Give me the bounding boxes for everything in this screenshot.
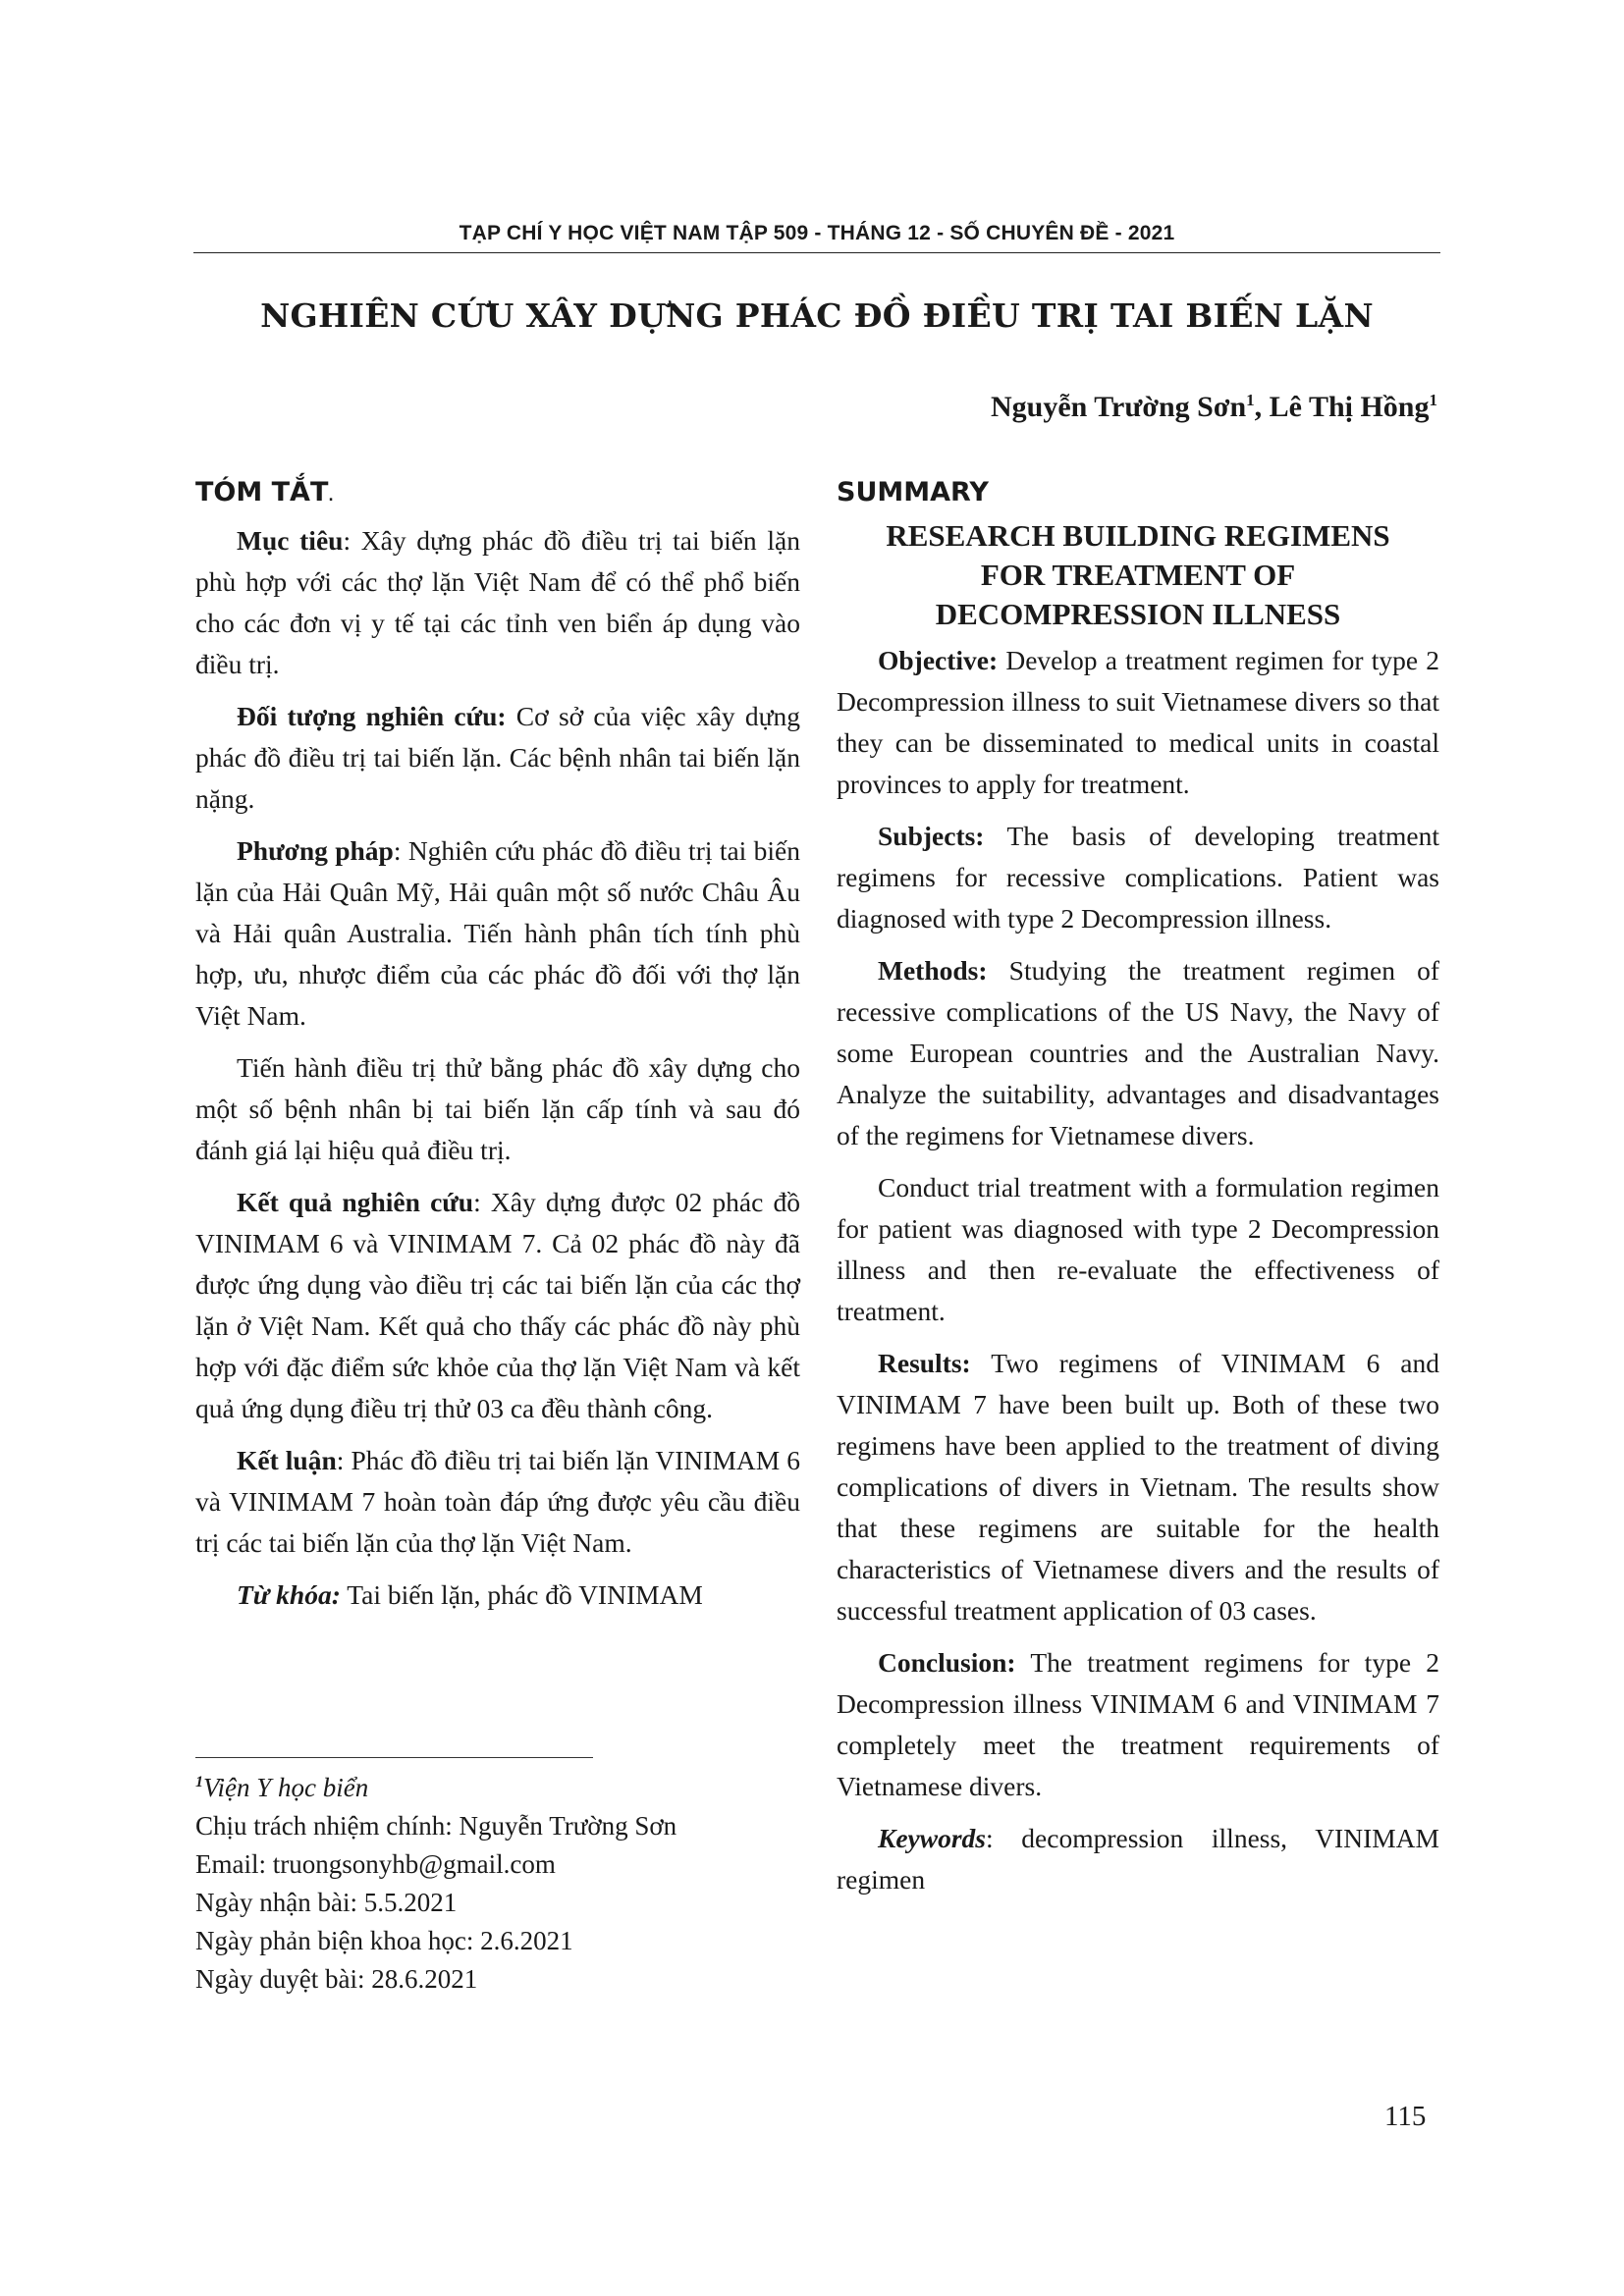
author-separator: , bbox=[1254, 391, 1270, 423]
author-affiliation-mark: 1 bbox=[1429, 391, 1437, 409]
trial-paragraph: Conduct trial treatment with a formulation regimen for patient was diagnosed with type 2 Decompression illness and then re-evaluate the effectiveness of treatment. bbox=[837, 1172, 1439, 1326]
corresponding-author: Chịu trách nhiệm chính: Nguyễn Trường Sơn bbox=[195, 1811, 677, 1841]
footnote-rule bbox=[195, 1757, 593, 1758]
author-list bbox=[991, 391, 1437, 424]
conclusion-paragraph: Conclusion: The treatment regimens for type 2 Decompression illness VINIMAM 6 and VINIMAM 7 completely meet the treatment requirements of Vietnamese divers. bbox=[837, 1647, 1439, 1801]
summary-heading: SUMMARY bbox=[837, 477, 989, 507]
article-title: NGHIÊN CỨU XÂY DỰNG PHÁC ĐỒ ĐIỀU TRỊ TAI BIẾN LẶN bbox=[260, 296, 1374, 335]
methods-paragraph: Methods: Studying the treatment regimen of recessive complications of the US Navy, the Navy of some European countries and the Australian Navy. Analyze the suitability, advantages and disadvantages of the regimens for Vietnamese divers. bbox=[837, 955, 1439, 1150]
objective-paragraph: Mục tiêu: Xây dựng phác đồ điều trị tai biến lặn phù hợp với các thợ lặn Việt Nam để có thể phổ biến cho các đơn vị y tế tại các tỉnh ven biển áp dụng vào điều trị. bbox=[195, 525, 800, 679]
email-note: Email: truongsonyhb@gmail.com bbox=[195, 1849, 556, 1879]
keywords-paragraph: Keywords: decompression illness, VINIMAM regimen bbox=[837, 1823, 1439, 1895]
author-affiliation-mark: 1 bbox=[1246, 391, 1255, 409]
accepted-date: Ngày duyệt bài: 28.6.2021 bbox=[195, 1964, 478, 1994]
running-head: TẠP CHÍ Y HỌC VIỆT NAM TẬP 509 - THÁNG 12 - SỐ CHUYÊN ĐỀ - 2021 bbox=[459, 222, 1175, 244]
author-name: Nguyễn Trường Sơn bbox=[990, 391, 1247, 423]
review-date: Ngày phản biện khoa học: 2.6.2021 bbox=[195, 1926, 573, 1955]
header-rule bbox=[193, 252, 1440, 253]
received-date: Ngày nhận bài: 5.5.2021 bbox=[195, 1888, 458, 1917]
subjects-paragraph: Subjects: The basis of developing treatment regimens for recessive complications. Patient was diagnosed with type 2 Decompression illness. bbox=[837, 821, 1439, 934]
results-paragraph: Results: Two regimens of VINIMAM 6 and VINIMAM 7 have been built up. Both of these two regimens have been applied to the treatment of diving complications of divers in Vietnam. The results show that these regimens are suitable for the health characteristics of Vietnamese divers and the results of successful treatment application of 03 cases. bbox=[837, 1348, 1439, 1626]
results-paragraph: Kết quả nghiên cứu: Xây dựng được 02 phác đồ VINIMAM 6 và VINIMAM 7. Cả 02 phác đồ này đã được ứng dụng vào điều trị các tai biến lặn của các thợ lặn ở Việt Nam. Kết quả cho thấy các phác đồ này phù hợp với đặc điểm sức khỏe của thợ lặn Việt Nam và kết quả ứng dụng điều trị thử 03 ca đều thành công. bbox=[195, 1187, 800, 1423]
affiliation-note: $^1$Viện Y học biển bbox=[195, 1773, 369, 1802]
vietnamese-abstract bbox=[195, 473, 800, 1627]
objective-paragraph: Objective: Develop a treatment regimen for type 2 Decompression illness to suit Vietnamese divers so that they can be disseminated to medical units in coastal provinces to apply for treatment. bbox=[837, 645, 1439, 799]
conclusion-paragraph: Kết luận: Phác đồ điều trị tai biến lặn VINIMAM 6 và VINIMAM 7 hoàn toàn đáp ứng được yêu cầu điều trị các tai biến lặn của thợ lặn Việt Nam. bbox=[195, 1445, 800, 1558]
subjects-paragraph: Đối tượng nghiên cứu: Cơ sở của việc xây dựng phác đồ điều trị tai biến lặn. Các bệnh nhân tai biến lặn nặng. bbox=[195, 701, 800, 814]
author-name: Lê Thị Hồng bbox=[1269, 391, 1430, 423]
trial-paragraph: Tiến hành điều trị thử bằng phác đồ xây dựng cho một số bệnh nhân bị tai biến lặn cấp tính và sau đó đánh giá lại hiệu quả điều trị. bbox=[195, 1052, 800, 1165]
page-number: 115 bbox=[1384, 2101, 1427, 2132]
footnotes bbox=[195, 1769, 800, 1999]
keywords-paragraph: Từ khóa: Tai biến lặn, phác đồ VINIMAM bbox=[237, 1579, 703, 1610]
english-title: RESEARCH BUILDING REGIMENS FOR TREATMENT OF DECOMPRESSION ILLNESS bbox=[886, 518, 1390, 631]
methods-paragraph: Phương pháp: Nghiên cứu phác đồ điều trị tai biến lặn của Hải Quân Mỹ, Hải quân một số nước Châu Âu và Hải quân Australia. Tiến hành phân tích tính phù hợp, ưu, nhược điểm của các phác đồ đối với thợ lặn Việt Nam. bbox=[195, 835, 800, 1031]
abstract-heading: TÓM TẮT. bbox=[195, 477, 334, 507]
english-summary bbox=[837, 473, 1439, 1911]
